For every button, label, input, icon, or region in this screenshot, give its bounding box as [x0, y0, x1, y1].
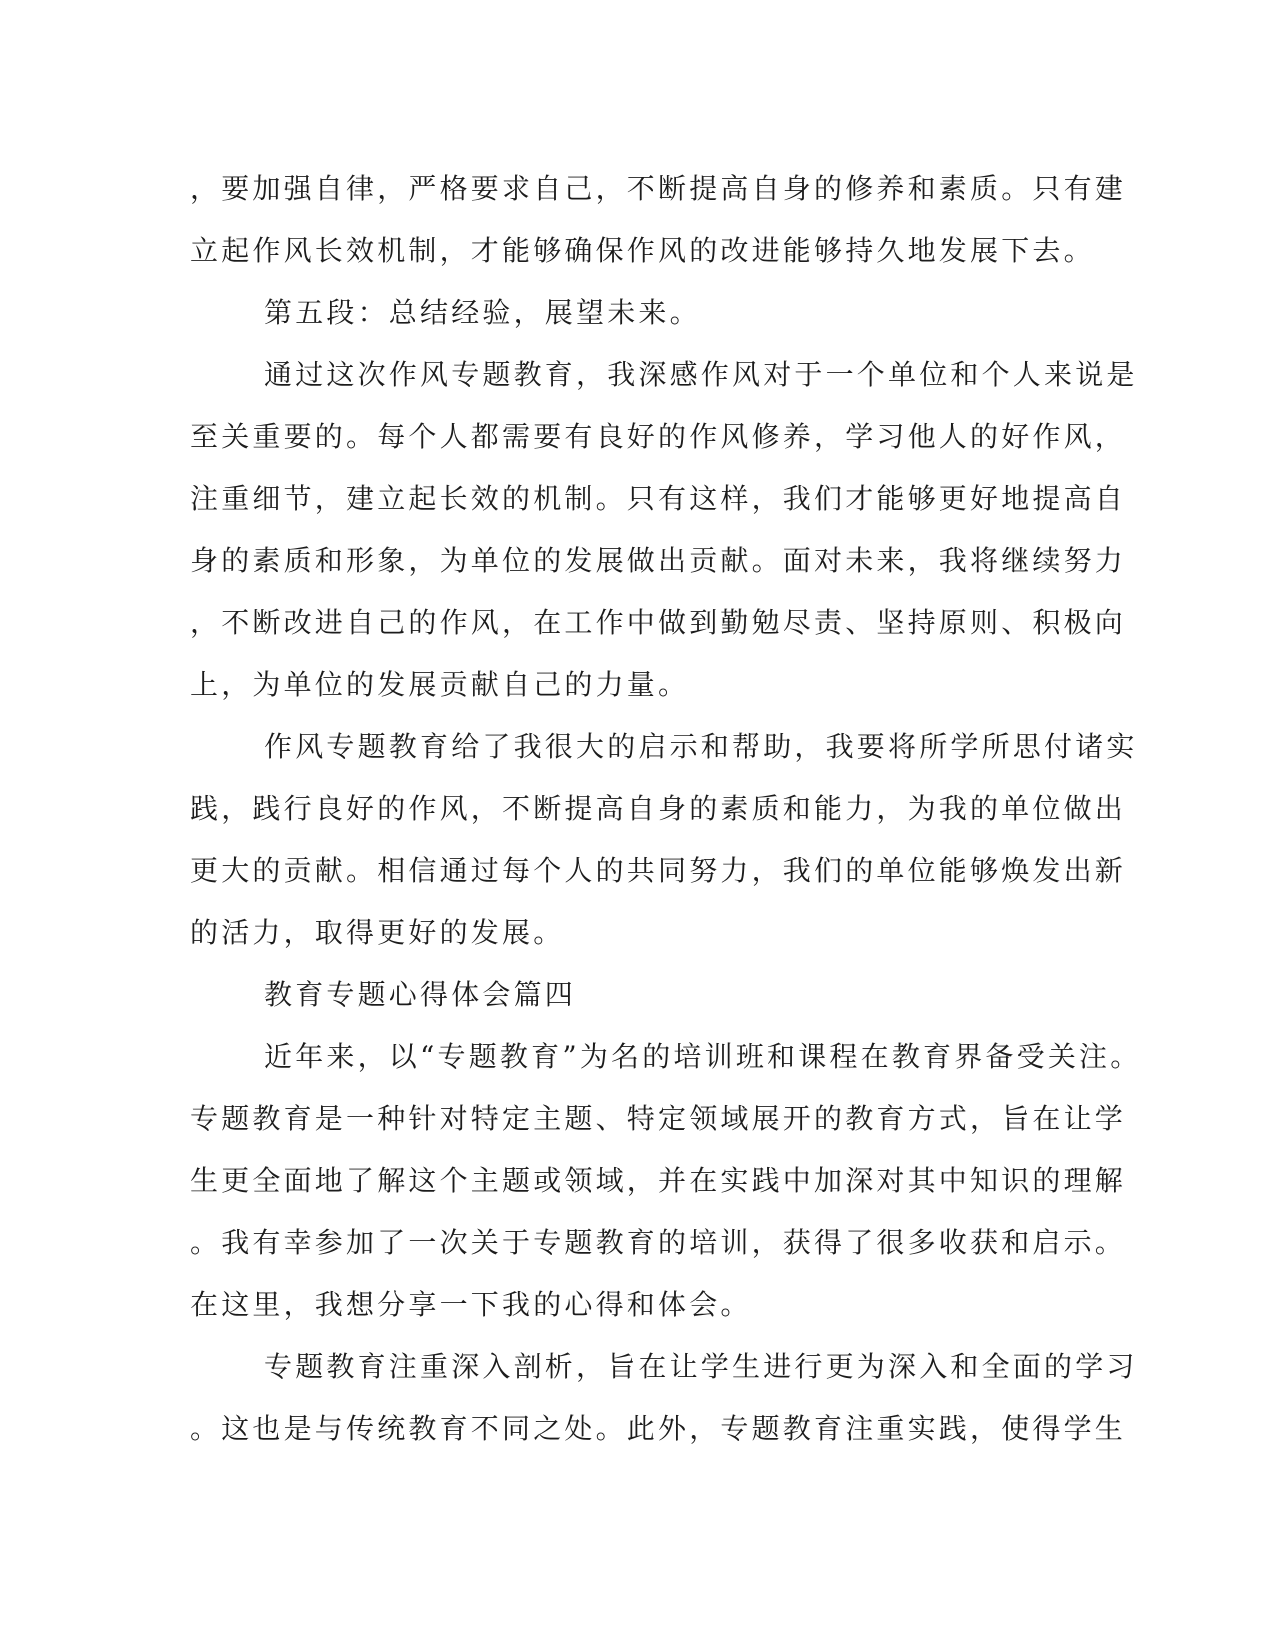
text-line: 专题教育注重深入剖析，旨在让学生进行更为深入和全面的学习 [264, 1350, 1138, 1383]
paragraph-6 [190, 1026, 1142, 1336]
text-line: 教育专题心得体会篇四 [264, 978, 577, 1011]
text-line: 更大的贡献。相信通过每个人的共同努力，我们的单位能够焕发出新 [190, 854, 1127, 887]
text-line: 在这里，我想分享一下我的心得和体会。 [190, 1288, 752, 1321]
paragraph-1 [190, 158, 1127, 282]
document-body [190, 158, 1142, 1460]
text-line: 注重细节，建立起长效的机制。只有这样，我们才能够更好地提高自 [190, 482, 1127, 515]
paragraph-4 [190, 716, 1138, 964]
text-line: 上，为单位的发展贡献自己的力量。 [190, 668, 690, 701]
text-line: 立起作风长效机制，才能够确保作风的改进能够持久地发展下去。 [190, 234, 1095, 267]
text-line: 。我有幸参加了一次关于专题教育的培训，获得了很多收获和启示。 [190, 1226, 1127, 1259]
text-line: 生更全面地了解这个主题或领域，并在实践中加深对其中知识的理解 [190, 1164, 1127, 1197]
section-heading-part-five [190, 282, 1080, 344]
paragraph-3 [190, 344, 1138, 716]
text-line: 第五段：总结经验，展望未来。 [264, 296, 701, 329]
text-line: 专题教育是一种针对特定主题、特定领域展开的教育方式，旨在让学 [190, 1102, 1127, 1135]
paragraph-7 [190, 1336, 1138, 1460]
text-line: ，不断改进自己的作风，在工作中做到勤勉尽责、坚持原则、积极向 [190, 606, 1127, 639]
text-line: 身的素质和形象，为单位的发展做出贡献。面对未来，我将继续努力 [190, 544, 1127, 577]
text-line: 。这也是与传统教育不同之处。此外，专题教育注重实践，使得学生 [190, 1412, 1127, 1445]
text-line: 践，践行良好的作风，不断提高自身的素质和能力，为我的单位做出 [190, 792, 1127, 825]
section-heading-part-four [190, 964, 1080, 1026]
text-line: 至关重要的。每个人都需要有良好的作风修养，学习他人的好作风， [190, 420, 1127, 453]
text-line: 作风专题教育给了我很大的启示和帮助，我要将所学所思付诸实 [264, 730, 1138, 763]
text-line: 近年来，以“专题教育”为名的培训班和课程在教育界备受关注。 [264, 1040, 1142, 1073]
text-line: 通过这次作风专题教育，我深感作风对于一个单位和个人来说是 [264, 358, 1138, 391]
text-line: 的活力，取得更好的发展。 [190, 916, 565, 949]
text-line: ，要加强自律，严格要求自己，不断提高自身的修养和素质。只有建 [190, 172, 1127, 205]
